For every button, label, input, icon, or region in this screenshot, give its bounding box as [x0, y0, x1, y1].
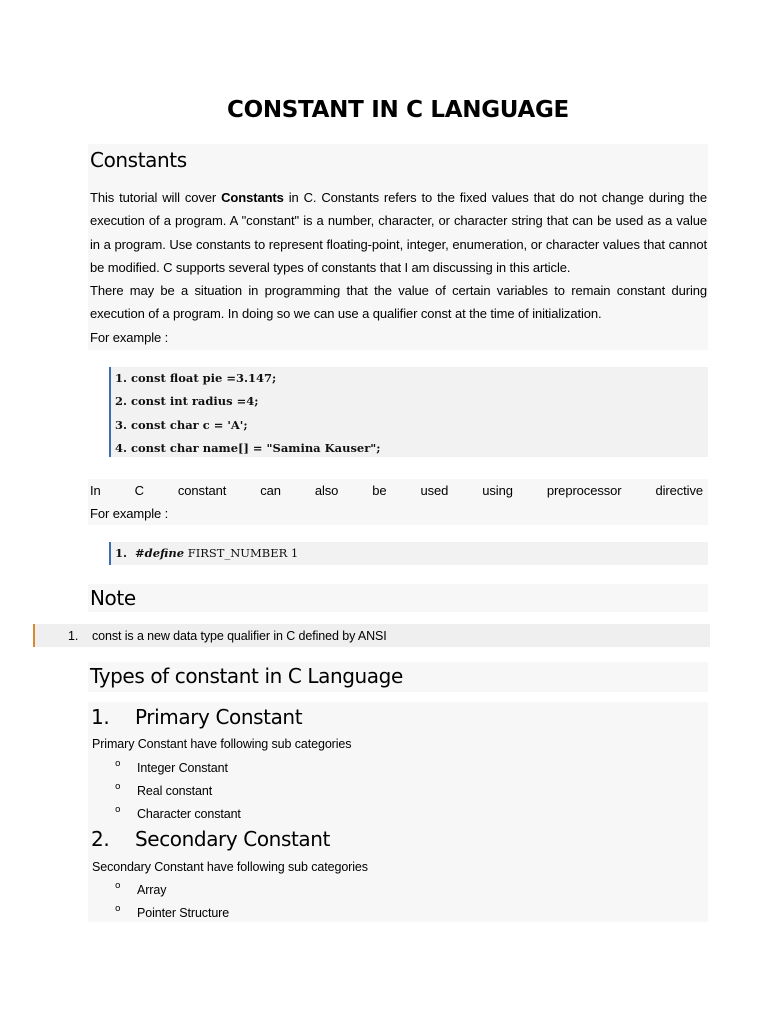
qualifier-paragraph: There may be a situation in programming that the value of certain variables to remain constant during execution of a program. In doing so we can use a qualifier const at the time of initialization. [90, 283, 707, 322]
note-item-number: 1. [68, 629, 79, 643]
note-heading-bg [88, 584, 708, 612]
word: In [90, 483, 101, 498]
types-heading: Types of constant in C Language [90, 664, 403, 688]
word: constant [177, 483, 227, 498]
code-block-const [109, 367, 708, 457]
list-item: Pointer Structure [137, 906, 230, 920]
list-item: Integer Constant [137, 761, 228, 775]
secondary-subtitle: Secondary Constant have following sub categories [92, 860, 368, 874]
intro-text-start: This tutorial will cover [90, 190, 222, 205]
word: be [372, 483, 387, 498]
primary-number: 1. [91, 705, 110, 729]
define-rest: FIRST_NUMBER 1 [184, 546, 299, 560]
code-line [111, 542, 708, 565]
bullet-icon: o [115, 805, 121, 815]
bullet-icon: o [115, 759, 121, 769]
code-line: 2. const int radius =4; [115, 394, 259, 409]
secondary-number: 2. [91, 827, 110, 851]
constants-heading: Constants [90, 148, 187, 172]
primary-subtitle: Primary Constant have following sub categories [92, 737, 352, 751]
code-line: 3. const char c = 'A'; [115, 417, 248, 432]
for-example-label-2: For example : [90, 506, 169, 521]
code-line: 1. const float pie =3.147; [115, 371, 277, 385]
word: using [482, 483, 513, 498]
secondary-heading: Secondary Constant [135, 827, 330, 851]
word: can [260, 483, 281, 498]
intro-text-rest: in C. Constants refers to the fixed values that do not change during the execution of a program. A "constant" is a number, character, or character string that can be used as a value in a program. Use constants to represent floating-point, integer, enumeration, or character values that cannot be modified. C supports several types of constants that I am discussing in this article. [90, 190, 708, 275]
intro-paragraph [90, 186, 707, 279]
line-number: 1. [115, 546, 128, 560]
intro-text [90, 186, 707, 349]
code-block-define [109, 542, 708, 565]
list-item: Real constant [137, 784, 213, 798]
list-item: Character constant [137, 807, 241, 821]
preprocessor-line [90, 483, 703, 498]
code-line: 4. const char name[] = "Samina Kauser"; [115, 440, 381, 455]
primary-heading: Primary Constant [135, 705, 303, 729]
bullet-icon: o [115, 782, 121, 792]
note-item-text: const is a new data type qualifier in C defined by ANSI [92, 629, 387, 643]
word: C [134, 483, 144, 498]
word: directive [655, 483, 703, 498]
bullet-icon: o [115, 904, 121, 914]
word: preprocessor [546, 483, 622, 498]
for-example-label: For example : [90, 329, 169, 345]
define-keyword: #define [135, 546, 185, 560]
intro-bold-term: Constants [221, 190, 284, 205]
note-heading: Note [90, 586, 136, 610]
bullet-icon: o [115, 881, 121, 891]
page-title: CONSTANT IN C LANGUAGE [227, 97, 569, 123]
word: also [314, 483, 339, 498]
list-item: Array [137, 883, 167, 897]
word: used [420, 483, 449, 498]
